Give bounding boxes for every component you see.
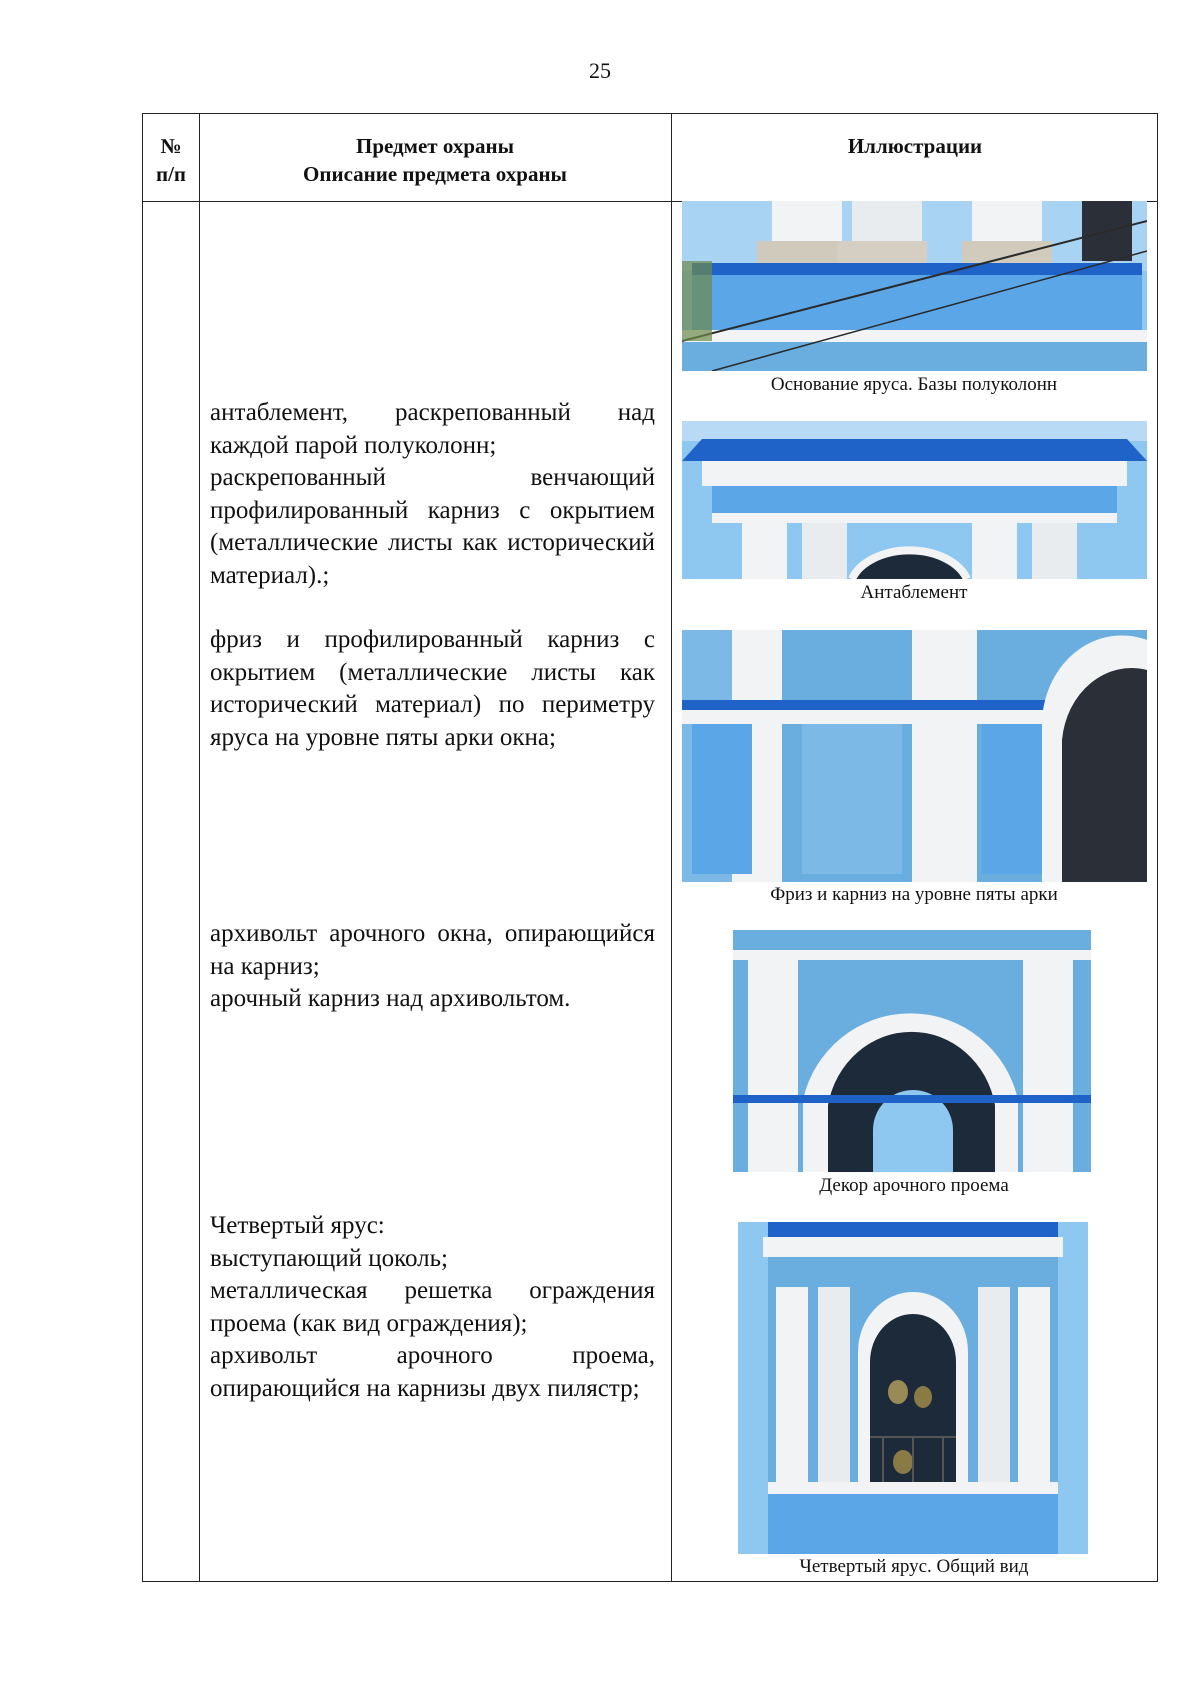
description-block: фриз и профилированный карниз с окрытием (металлические листы как исторический материал) по периметру яруса на уровне пяты арки окна; bbox=[210, 626, 655, 751]
frieze-cornice-photo bbox=[682, 630, 1147, 882]
illustration-caption: Четвертый ярус. Общий вид bbox=[799, 1556, 1029, 1577]
description-block: антаблемент, раскрепованный над каждой парой полуколонн; раскрепованный венчающий профилированный карниз с окрытием (металлические листы как исторический материал).; bbox=[210, 399, 655, 589]
header-subject: Предмет охраны Описание предмета охраны bbox=[303, 134, 567, 186]
description-block: архивольт арочного окна, опирающийся на карниз; арочный карниз над архивольтом. bbox=[210, 920, 655, 1012]
description-block: Четвертый ярус: выступающий цоколь; металлическая решетка ограждения проема (как вид ограждения); архивольт арочного проема, опирающийся на карнизы двух пилястр; bbox=[210, 1212, 655, 1402]
illustration-caption: Антаблемент bbox=[860, 582, 968, 603]
entablature-photo bbox=[682, 421, 1147, 579]
tier-base-photo bbox=[682, 201, 1147, 371]
illustration-caption: Декор арочного проема bbox=[819, 1175, 1009, 1196]
column-divider bbox=[671, 114, 672, 1581]
fourth-tier-photo bbox=[738, 1222, 1088, 1554]
column-divider bbox=[199, 114, 200, 1581]
illustration-caption: Основание яруса. Базы полуколонн bbox=[770, 374, 1058, 395]
page-number: 25 bbox=[589, 58, 611, 83]
header-illustrations: Иллюстрации bbox=[847, 134, 983, 158]
header-number: № п/п bbox=[155, 134, 187, 186]
illustration-caption: Фриз и карниз на уровне пяты арки bbox=[770, 884, 1058, 905]
arch-decor-photo bbox=[733, 930, 1091, 1172]
